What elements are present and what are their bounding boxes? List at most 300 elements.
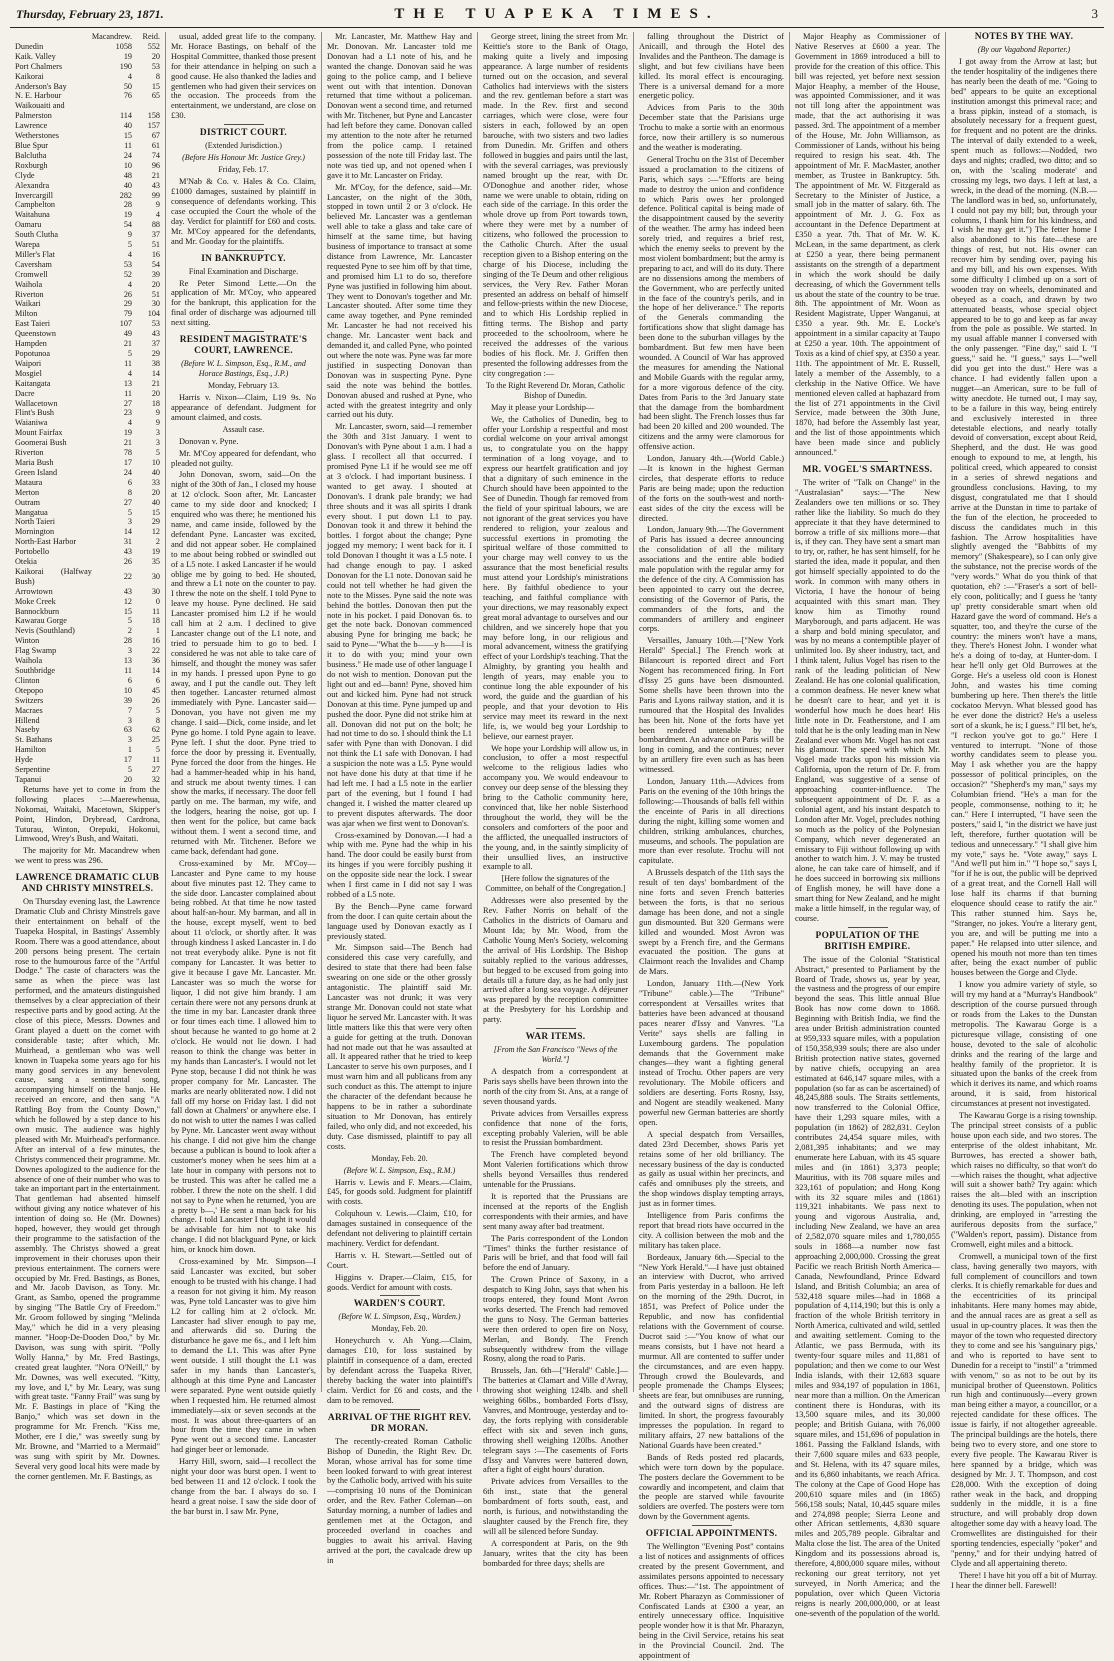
article-paragraph: Bands of Reds posted red placards, which were torn down by the populace. The posters declare the Government to be cowardly and incompetent, and claim that the people are starved while favourite soldiers are overfed. The posters were torn down by the Government agents. xyxy=(639,1452,784,1522)
article-heading: RESIDENT MAGISTRATE'S COURT, LAWRENCE. xyxy=(179,335,308,357)
macandrew-votes-cell: 4 xyxy=(127,71,132,81)
table-row xyxy=(15,240,160,250)
macandrew-votes-cell: 5 xyxy=(127,507,132,517)
macandrew-votes-cell: 6 xyxy=(127,675,132,685)
divider xyxy=(380,1295,420,1296)
place-cell: Maria Bush xyxy=(15,457,54,467)
table-row xyxy=(15,389,160,399)
article-paragraph: A Brussels despatch of the 11th says the result of ten days' bombardment of the nine forts and seven French batteries between the forts, is that no serious damage has been done, and not a single gun dismounted. But 320 Germans were killed and wounded. Most Avron was swept by a French fire, and the Germans evacuated the position. The guns at Clairmont reach the Invalides and Champ de Mars. xyxy=(639,868,784,977)
place-cell: Wallacetown xyxy=(15,398,58,408)
article-paragraph: I know you admire variety of style, so will try my hand at a "Murray's Handbook" description of the course pursued through or roads from the Lakes to the Dunstan metropolis. The Kawarau Gorge is a picturesque village, consisting of one house, devoted to the sale of alcoholic drinks and the rearing of the large and healthy family of the proprietor. It is situated upon the banks of the creek from which it derives its name, and which roams around, it is said, from historical circumstances at present not investigated. xyxy=(951,980,1097,1109)
table-row xyxy=(15,191,160,201)
article-paragraph: Addresses were also presented by the Rev. Father Norris on behalf of the Catholics in the districts of Oamaru and Mount Ida; by Mr. Wood, from the Catholic Young Men's Society, welcoming the arrival of His Lordship. The Bishop suitably replied to the various addresses, but begged to be excused from going into details till a future day, as he had only just arrived after a long sea voyage. A déjeuner was prepared by the reception committee at the Presbytery for his Lordship and party. xyxy=(483,896,628,1025)
macandrew-votes-cell: 5 xyxy=(127,616,132,626)
reid-votes-cell: 21 xyxy=(151,378,160,388)
table-row xyxy=(15,607,160,617)
macandrew-votes-cell: 27 xyxy=(123,398,132,408)
article-paragraph: Mr. M'Coy, for the defence, said—Mr. Lancaster, on the night of the 30th, stopped in town until 2 or 3 o'clock. He believed Mr. Lancaster was a gentleman well able to take a glass and take care of himself at the same time, but having business of importance to transact at some distance from Lawrence, Mr. Lancaster requested Pyne to see him off by that time, and promised him L1 to do so, therefore Pyne was justified in following him about. They went to Donovan's together and Mr. Lancaster shouted. After some time they came away together, and Pyne reminded Mr. Lancaster he had not received his change. Mr. Lancaster went back and demanded it, and called Pyne, who pointed out where the note was. Pyne was far more justified in suspecting Donovan than Donovan was in suspecting Pyne. Pyne said the note was behind the bottles. Donovan abused and rushed at Pyne, who acted with the greatest integrity and only carried out his duty. xyxy=(327,182,472,420)
column-3 xyxy=(322,32,478,1565)
place-cell: Otekia xyxy=(15,557,37,567)
macandrew-votes-cell: 43 xyxy=(123,547,132,557)
macandrew-votes-cell: 13 xyxy=(123,656,132,666)
article-heading: NOTES BY THE WAY. xyxy=(974,32,1074,42)
reid-votes-cell: 10 xyxy=(151,457,160,467)
place-cell: South Clutha xyxy=(15,230,58,240)
table-row xyxy=(15,725,160,735)
macandrew-votes-cell: 22 xyxy=(123,571,132,581)
place-cell: Clinton xyxy=(15,675,40,685)
place-cell: Balclutha xyxy=(15,150,47,160)
place-cell: Waipori xyxy=(15,358,42,368)
reid-votes-cell: 30 xyxy=(151,571,160,581)
macandrew-votes-cell: 5 xyxy=(127,765,132,775)
article-paragraph: Harris v. H. Stewart.—Settled out of Court. xyxy=(327,1250,472,1270)
macandrew-votes-cell: 26 xyxy=(123,557,132,567)
article-heading: DISTRICT COURT. xyxy=(199,128,288,139)
article-paragraph: Mr. Lancaster, Mr. Matthew Hay and Mr. Donovan. Mr. Lancaster told me Donovan had a L1 note of his, and he wanted the change. Donovan said he was going to the police camp, and I believe went out with that intention. Donovan returned that time without a policeman. Donovan went a second time, and returned with Mr. Titchener, but Pyne and Lancaster had left before they came. Donovan called my attention to the note after he returned from the police camp. I retained possession of the note till Friday last. The note was tied up, and not opened when I gave it to Mr. Lancaster on Friday. xyxy=(327,32,472,180)
macandrew-votes-cell: 9 xyxy=(127,230,132,240)
divider xyxy=(380,1409,420,1410)
table-row xyxy=(15,62,160,72)
place-cell: Goomerai Bush xyxy=(15,438,67,448)
table-row xyxy=(15,765,160,775)
article-paragraph: Intelligence from Paris confirms the report that bread riots have occurred in the city. A collision between the mob and the military has taken place. xyxy=(639,1211,784,1250)
article-paragraph: Mr. Lancaster, sworn, said—I remember the 30th and 31st January. I went to Donovan's with Pyne about 1 a.m. I had a glass. I recollect all that occurred. I promised Pyne L1 if he would see me off at 3 o'clock. I had important business. I wanted to get away. I shouted at Donovan's. I drank pale brandy; we had three shouts and it was all spirits I drank every shout. I put down L1 to pay. Donovan took it and threw it behind the bottles. I forgot about the change; Pyne jogged my memory; I went back for it. I told Donovan I thought it was a L5 note. I had change enough to pay. I asked Donovan for the L1 note. Donovan said he could not tell whether he had given the note to the Misses. Pyne said the note was behind the bottles. Donovan then put the note in his pocket. I paid Donovan 6s. to get the note back. Donovan commenced abusing Pyne for bringing me back; he said to Pyne—"What the b——y h——l is it to do with you; mind your own business." He made use of other language I do not wish to mention. Donovan put the light out and ed—bann! Pyne, shoved him out and kicked him. Pyne had not struck Donovan at this time. Pyne jumped up and pushed the door. Pyne did not strike him at all. Donovan did not put on the bolt; he had not time to do so. I should think the L1 safer with Pyne than with Donovan. I did not think the L1 safe with Donovan. I had a suspicion the note was a L5. Pyne would not have done his duty at that time if he had left me. I had a L5 note in the earlier part of the evening, but I found I had changed it. I wished the matter cleared up to prevent disputes afterwards. The door was ajar when we first went to Donovan's. xyxy=(327,422,472,828)
article-paragraph: The Wellington "Evening Post" contains a list of notices and assignments of offices created by the present Government, and assimilates persons appointed to necessary offices. Thus:—"1st. The appointment of Mr. Robert Pharazyn as Commissioner of Confiscated Lands at £300 a year, an entirely unnecessary office. Inquisitive people wonder how it is that Mr. Pharazyn, being in the Civil Service, retains his seat in the Provincial Council. 2nd. The appointment of xyxy=(639,1542,784,1661)
table-row xyxy=(15,111,160,121)
macandrew-votes-cell: 4 xyxy=(127,249,132,259)
table-row xyxy=(15,309,160,319)
article-paragraph: Advices from Paris to the 30th December state that the Parisians urge Trochu to make a sortie with an enormous force, now their artillery is so numerous and the weather is moderating. xyxy=(639,103,784,152)
reid-votes-cell: 27 xyxy=(151,765,160,775)
table-row xyxy=(15,597,160,607)
reid-votes-cell: 3 xyxy=(155,438,160,448)
place-cell: Kaitangata xyxy=(15,378,51,388)
column-6 xyxy=(790,32,946,1618)
table-row xyxy=(15,428,160,438)
macandrew-votes-cell: 24 xyxy=(123,467,132,477)
reid-votes-cell: 43 xyxy=(151,329,160,339)
place-cell: Mornington xyxy=(15,527,55,537)
macandrew-votes-cell: 10 xyxy=(123,160,132,170)
macandrew-votes-cell: 21 xyxy=(123,339,132,349)
place-cell: Waihola xyxy=(15,656,43,666)
macandrew-votes-cell: 12 xyxy=(123,596,132,606)
article-paragraph: I got away from the Arrow at last; but the tender hospitality of the indigenes there has nearly been the death of me. "Going to bed" appears to be quite an exceptional institution amongst this primeval race; and a brass pipkin, instead of a stomach, is absolutely necessary for a frequent guest, for frequent and no potent are the drinks. The interval of daily extended to a week, spent much as follows:—Nodded, two days and nights; cradled, two ditto; and so on, with the 'scaling moderate' and crossing my legs, two days. I left at last, a wreck, in the dead of the morning. (N.B.—The landlord was in bed, so, unfortunately, I could not pay my bill; but, through your columns, I thank him for his kindness, and I wish he may get it.") The fetter home I also abandoned to his fate—these are things of rest, but not. His owner can recover him by sending over, paying his and my bill, and his own expenses. With some difficulty I climbed up on a sort of wooden tray on wheels, denominated and obeyed as a coach, and drawn by two attenuated beasts, whose special object appeared to be to go and keep as far away from the pole as possible. We started. In my usual affable manner I conversed with the only passenger. "Fine day," said I. "I guess," said he. "I guess," says I—"well did you get into the dust." Here was a chance. I had evidently fallen upon a nugget—an American, sure to be full of witty anecdote. He turned out, I may say, to be a failure in this way, being entirely and exclusively interested in three detestable elections, and nearly totally devoid of conversation, except about Reid, Shepherd, and the dust. He was good enough to expound to me, at length, his political creed, which appeared to consist in a series of shrewd negations and groundless conclusions. Having, to my disgust, congratulated me that I should arrive at the Dunstan in time to partake of the fun of the election, he proceeded to discuss the candidates much in this fashion. The Arrow hospitalities have slightly avenged the "Babbitts of my memory" (Shakespeare), so I can only give the substance, not the precise words of the "very words." What do you think of that quotation, eh? :—"Fraser's a sort of bell-ely coon, politically; and I guess he 'tanty up' pretty considerable smart when old Hazard gave the word of command. He's a squatter, too, and they're the curse of the country: the miners won't have a mans, they. There's Honest John. I wonder what he's a doing of to-day, at Hunter-dom. I hear he'll only get Old Burrowes at the Gorge. He's a useless old coon is Honest John, and wastes his time coming bumbering up here. Then there's the little cockatoo Mervyn. What blessed good has he ever done the district? He's a useless sort of a skunk, he is; I guess." I'll bet, he's, "I reckon you've got to go." Here I ventured to interrupt. "None of those worthy candidates seem to please you. May I ask whether you are the happy possessor of political principles, on the occasion?" "Shepherd's my man," says my Columbian friend. "He's a man for the people, commonsense, nothing to it; he can." Here I interrupted, "I have seen the posters," said I, "in the district we have just left, therefore, further quotation will be tedious and unnecessary." "I shall give him my vote," says he. "Vote away," says I. "And we'll put him in." "I hope so," says I, "for if he is out, the public will be deprived of a great treat, and the Cornell Hall will lose half its charms if that burning eloquence should cease to ratify the air." This rather stunned him. Says he, "Stranger, no jokes. You're a literary gent, you are, and will be putting me into a paper." He relapsed into utter silence, and opened his mouth not more than ten times after, being the exact number of public houses between the Gorge and Clyde. xyxy=(951,57,1097,978)
macandrew-votes-cell: 1 xyxy=(127,745,132,755)
reid-votes-cell: 53 xyxy=(151,61,160,71)
table-row xyxy=(15,616,160,626)
article-paragraph: Harris v. Lewis and F. Mears.—Claim, £45, for goods sold. Judgment for plaintiff with costs. xyxy=(327,1177,472,1207)
place-cell: Riverton xyxy=(15,448,44,458)
reid-votes-cell: 3 xyxy=(155,428,160,438)
table-header: Reid. xyxy=(142,32,160,41)
macandrew-votes-cell: 6 xyxy=(127,477,132,487)
columns xyxy=(10,32,1104,1661)
place-cell: Lawrence xyxy=(15,121,48,131)
macandrew-votes-cell: 39 xyxy=(123,695,132,705)
macandrew-votes-cell: 40 xyxy=(123,180,132,190)
table-row xyxy=(15,438,160,448)
table-row xyxy=(15,418,160,428)
article-paragraph: Brussels, Jan. 6th—["Herald" Cable.]—The batteries at Clamart and Ville d'Avray, throwing shot weighing 124lb. and shell weighing 66lbs., bombarded Forts d'Issy, Vanvres, and Montrouge, yesterday and to-day, the forts replying with considerable effect with six and seven inch guns, throwing shell weighing 120lbs. Another telegram says :—The casements of Forts d'Issy and Vanvres were battered down, after a fight of eight hours' duration. xyxy=(483,1366,628,1475)
divider xyxy=(224,250,264,251)
macandrew-votes-cell: 76 xyxy=(123,91,132,101)
place-cell: Flint's Bush xyxy=(15,408,55,418)
reid-votes-cell: 30 xyxy=(151,586,160,596)
macandrew-votes-cell: 63 xyxy=(123,725,132,735)
macandrew-votes-cell: 23 xyxy=(123,408,132,418)
table-row xyxy=(15,329,160,339)
article-paragraph: We hope your Lordship will allow us, in conclusion, to offer a most respectful welcome to the religious ladies who accompany you. We would endeavour to convey our deep sense of the blessing they bring to the Catholic community here, convinced that, like her noble Sisterhood throughout the world, they will be the consolers and comforters of the poor and the afflicted, the unequalled instructors of the young, and, in the saintly simplicity of their unsullied lives, an instructive example to all. xyxy=(483,743,628,872)
table-row xyxy=(15,646,160,656)
table-row xyxy=(15,468,160,478)
place-cell: Hyde xyxy=(15,755,33,765)
reid-votes-cell: 26 xyxy=(151,695,160,705)
reid-votes-cell: 37 xyxy=(151,230,160,240)
macandrew-votes-cell: 28 xyxy=(123,636,132,646)
reid-votes-cell: 25 xyxy=(151,735,160,745)
article-paragraph: A despatch from a correspondent at Paris says shells have been thrown into the north of the city from St. Ans, at a range of seven thousand yards. xyxy=(483,1067,628,1106)
place-cell: Blue Spur xyxy=(15,140,48,150)
macandrew-votes-cell: 20 xyxy=(123,774,132,784)
article-subheading: (Extended Jurisdiction.) xyxy=(205,141,282,151)
reid-votes-cell: 8 xyxy=(155,715,160,725)
reid-votes-cell: 5 xyxy=(155,448,160,458)
article-paragraph: By the Bench—Pyne came forward from the door. I can quite certain about the language used by Donovan exactly as I previously stated. xyxy=(327,901,472,941)
macandrew-votes-cell: 3 xyxy=(127,646,132,656)
table-row xyxy=(15,775,160,785)
table-row xyxy=(15,52,160,62)
place-cell: Hamilton xyxy=(15,745,46,755)
article-paragraph: The French have completed beyond Mont Valerien fortifications which throw shells beyond Versailles thus rendered untenable for the Prussians. xyxy=(483,1150,628,1190)
reid-votes-cell: 15 xyxy=(151,507,160,517)
table-row xyxy=(15,181,160,191)
place-cell: Mount Fairfax xyxy=(15,428,63,438)
table-row xyxy=(15,121,160,131)
macandrew-votes-cell: 19 xyxy=(123,428,132,438)
place-cell: Cromwell xyxy=(15,269,48,279)
article-subheading: (Before His Honour Mr. Justice Grey.) xyxy=(182,153,305,163)
article-paragraph: The writer of "Talk on Change" in the "Australasian" says:—"The New Zealanders owe ten millions or so. They rather like the liability. So much do they appreciate it that they have determined to borrow a trifle of six millions more—that is, if they can. They have sent a smart man to try, or, rather, he has sent himself, for he started the idea, made it popular, and then got himself specially appointed to do the work. In common with many others in Victoria, I have the honour of being acquainted with this smart man. They know him as Timothy round Maryborough, and parts adjacent. He was a sharp and bold mining speculator, and was by no means a contemptible player of unlimited loo. By sheer industry, tact, and I think talent, Julius Vogel has risen to the rank of the leading politician of New Zealand. He has one colonial qualification, a common deafness. He never knew what he doesn't care to hear, and yet it is wonderful how much he does hear! His little note in Dr. Featherstone, and I am told that he is the only leading man in New Zealand ever whom Mr. Vogel has not cast his glamour. The speed with which Mr. Vogel made tracks upon his mission via California, upon the return of Dr. F. from England, was suggestive of a sense of approaching counter-influence. The subsequent appointment of Dr. F. as a colonial agent, and his instant despatch to London after Mr. Vogel, precludes nothing so much as the policy of the Polynesian Company, which never degenerated an emissary to Fiji without following up with another to watch him. J. V. may be trusted alone, he can take care of himself, and if he does succeed in borrowing six millions of English money, he will have done a smart thing for New Zealand, and he might make a little himself, in the regular way, of course. xyxy=(795,477,940,923)
reid-votes-cell: 12 xyxy=(151,527,160,537)
macandrew-votes-cell: 3 xyxy=(127,715,132,725)
macandrew-votes-cell: 14 xyxy=(123,527,132,537)
reid-votes-cell: 20 xyxy=(151,51,160,61)
reid-votes-cell: 19 xyxy=(151,547,160,557)
reid-votes-cell: 20 xyxy=(151,487,160,497)
article-paragraph: Donovan v. Pyne. xyxy=(179,436,239,446)
table-row xyxy=(15,537,160,547)
reid-votes-cell: 11 xyxy=(152,755,160,765)
macandrew-votes-cell: 2 xyxy=(127,626,132,636)
article-subheading: (Before W. L. Simpson, Esq., R.M.) xyxy=(343,1165,456,1175)
place-cell: Warepa xyxy=(15,240,40,250)
table-row xyxy=(15,91,160,101)
article-paragraph: usual, added great life to the company. Mr. Horace Bastings, on behalf of the Hospital Committee, thanked those present for their attendance in helping on such a good cause. He also thanked the ladies and gentlemen who had given their services on the occasion. The proceeds from the entertainment, we understand, are close on £30. xyxy=(171,32,316,121)
place-cell: Nevis (Southland) xyxy=(15,626,75,636)
place-cell: Dacre xyxy=(15,388,35,398)
place-cell: Tapanui xyxy=(15,774,42,784)
macandrew-votes-cell: 27 xyxy=(123,497,132,507)
place-cell: N. E. Harbour xyxy=(15,91,62,101)
macandrew-votes-cell xyxy=(92,101,132,111)
reid-votes-cell: 51 xyxy=(151,289,160,299)
place-cell: Serpentine xyxy=(15,765,51,775)
article-paragraph: On Thursday evening last, the Lawrence Dramatic Club and Christy Minstrels gave their entertainment on behalf of the Tuapeka Hospital, in Bastings' Assembly Room. There was a good attendance, about 200 persons being present. The certain rose to the humourous farce of the "Artful Dodge." The caste of characters was the same as when the piece was last performed, and the amateurs distinguished themselves by a clear appreciation of their respective parts and by good acting. At the close of this piece, Messrs. Downes and Grant played a duett on the cornet with considerable taste; after which, Mr. Muirhead, a gentleman who was well known in Tuapeka some years ago for his many good services in any benevolent cause, sang a sentimental song, accompanying himself on the banjo. He received an encore, and then sang "A Rattling Boy from the County Down," which he followed by a step dance to his own music. The audience was highly pleased with Mr. Muirhead's performance. After an interval of a few minutes, the Christys commenced their programme. Mr. Downes apologized to the audience for the absence of one of their number who was to take an important part in the entertainment. That gentleman had absented himself without giving any notice whatever of his intention of doing so. He (Mr. Downes) hoped, however, they would get through their programme to the satisfaction of the assembly. The Christys showed a great improvement in their choruses upon their previous entertainment. The corners were occupied by Mr. Fred. Bastings, as Bones, and Mr. Jacob Davison, as Tony. Mr. Grant, as Sambo, opened the programme by singing "The Battle Cry of Freedom." Mr. Groom followed by singing "Melinda May," which he did in a very pleasing manner. "Hoop-De-Dooden Doo," by Mr. Davison, was sung with spirit. "Polly Wolly Hanna," by Mr. Fred Bastings, created great laughter. "Nora O'Neill," by Mr. Downes, was well executed. "Kitty, my love, and I," by Mr. Leary, was sung with great taste. "Fanny Frail" was sung by Mr. F. Bastings in place of "King the Banjo," which was set down in the programme for Mr. French. "Kiss me, Mother, ere I die," was sweetly sung by Mr. Browne, and "Married to a Mermaid" was sung with spirit by Mr. Downes. Several very good local hits were made by the corner gentlemen. Mr. F. Bastings, as xyxy=(15,897,160,1481)
article-subheading: Final Examination and Discharge. xyxy=(188,266,299,276)
macandrew-votes-cell: 5 xyxy=(127,349,132,358)
reid-votes-cell: 18 xyxy=(151,398,160,408)
place-cell: Waihola xyxy=(15,279,43,289)
macandrew-votes-cell: 11 xyxy=(124,388,132,398)
table-row xyxy=(15,527,160,537)
table-row xyxy=(15,290,160,300)
place-cell: Kawarau Gorge xyxy=(15,616,67,626)
article-date: Friday, Feb. 17. xyxy=(218,165,269,175)
article-paragraph: Cross-examined by Donovan.—I had a whip with me. Pyne had the whip in his hand. The door could be easily burst from its hinges if you were forcibly pushing it on the opposite side near the lock. I swear when I first came in I did not say I was robbed of a L5 note. xyxy=(327,830,472,899)
place-cell: Hampden xyxy=(15,339,47,349)
table-row xyxy=(15,716,160,726)
place-cell: St. Bathans xyxy=(15,735,53,745)
article-paragraph: Private advices from Versailles express confidence that none of the forts, excepting probably Valerien, will be able to resist the Prussian bombardment. xyxy=(483,1108,628,1148)
place-cell: Port Chalmers xyxy=(15,61,63,71)
macandrew-votes-cell: 28 xyxy=(123,200,132,210)
macandrew-votes-cell: 11 xyxy=(124,666,132,675)
table-row xyxy=(15,666,160,676)
place-cell: Mangatua xyxy=(15,507,48,517)
table-row xyxy=(15,82,160,92)
table-row xyxy=(15,210,160,220)
place-cell: Naseby xyxy=(15,725,40,735)
place-cell: Clyde xyxy=(15,170,35,180)
macandrew-votes-cell: 3 xyxy=(127,517,132,527)
table-row xyxy=(15,200,160,210)
table-row xyxy=(15,458,160,468)
reid-votes-cell: 158 xyxy=(147,111,160,121)
reid-votes-cell: 54 xyxy=(151,259,160,269)
reid-votes-cell: 5 xyxy=(155,745,160,755)
table-row xyxy=(15,557,160,567)
divider xyxy=(848,927,888,928)
reid-votes-cell: 67 xyxy=(151,131,160,141)
newspaper-title: THE TUAPEKA TIMES. xyxy=(394,6,720,22)
macandrew-votes-cell: 13 xyxy=(123,378,132,388)
table-row xyxy=(15,408,160,418)
place-cell: Merton xyxy=(15,487,40,497)
reid-votes-cell: 0 xyxy=(155,596,160,606)
table-row xyxy=(15,230,160,240)
place-cell: Dunedin xyxy=(15,41,44,51)
reid-votes-cell: 6 xyxy=(155,675,160,685)
table-row xyxy=(15,141,160,151)
macandrew-votes-cell: 15 xyxy=(123,606,132,616)
table-row xyxy=(15,636,160,646)
place-cell: North-East Harbor xyxy=(15,537,77,547)
reid-votes-cell: 35 xyxy=(151,557,160,567)
table-row xyxy=(15,755,160,765)
macandrew-votes-cell: 282 xyxy=(119,190,132,200)
place-cell: Alexandra xyxy=(15,180,50,190)
article-date: Monday, February 13. xyxy=(207,381,280,391)
table-row xyxy=(15,735,160,745)
place-cell: Bannockburn xyxy=(15,606,60,616)
table-row xyxy=(15,220,160,230)
reid-votes-cell: 65 xyxy=(151,91,160,101)
place-cell: Switzers xyxy=(15,695,44,705)
table-row xyxy=(15,547,160,557)
place-cell: Caversham xyxy=(15,259,52,269)
table-row xyxy=(15,171,160,181)
table-row xyxy=(15,260,160,270)
macandrew-votes-cell: 114 xyxy=(120,111,132,121)
article-heading: ARRIVAL OF THE RIGHT REV. DR MORAN. xyxy=(327,1412,472,1434)
table-row xyxy=(15,359,160,369)
reid-votes-cell: 15 xyxy=(151,81,160,91)
table-row xyxy=(15,369,160,379)
place-cell: Anderson's Bay xyxy=(15,81,67,91)
table-row xyxy=(15,508,160,518)
reid-votes-cell: 20 xyxy=(151,279,160,289)
reid-votes-cell: 9 xyxy=(155,418,160,428)
reid-votes-cell: 51 xyxy=(151,240,160,250)
reid-votes-cell: 104 xyxy=(147,309,160,319)
table-row xyxy=(15,349,160,359)
table-row xyxy=(15,745,160,755)
article-paragraph: Colquhoun v. Lewis.—Claim, £10, for damages sustained in consequence of the defendant not delivering to plaintiff certain machinery. Verdict for defendant. xyxy=(327,1209,472,1248)
article-paragraph: John Donovan, sworn, said—On the night of the 30th of Jan., I closed my house at 12 o'clock. Soon after, Mr. Lancaster came to my side door and knocked; I enquired who was there; he mentioned his name, and came inside, followed by the defendant Pyne. Lancaster was excited, and did not appear sober. He complained to me about being robbed or swindled out of a L5 note. I asked Lancaster if he would oblige me by going to bed. He shouted, and threw a L1 note on the counter to pay. I threw the note on the shelf. I told Pyne to leave my house. Pyne declined. He said Lancaster promised him L2 if he would call him at 2 a.m. I declined to give Lancaster change out of the L1 note, and tried to persuade him to go to bed. I considered he was not able to take care of himself, and thought the money was safer in my hands. I pressed upon Pyne to go away, and I put the candle out. They left then together. Lancaster returned almost immediately with Pyne. Lancaster said—Donovan, you have not given me my change. I said—Dick, come inside, and let Pyne go home. I told Pyne again to leave. Pyne left. I shut the door. Pyne tried to force the door by pressing it. Eventually, Pyne forced the door from the hinges. He had a hammer-headed whip in his hand, and struck me about twenty times. I can show the marks, if necessary. The door fell partly on me. The barman, my wife, and the lodgers, hearing the noise, got up. I then went for the police, but came back without them. I went a second time, and returned with Mr. Titchener. Before we came back, defendant had gone. xyxy=(171,470,316,856)
article-paragraph: It is reported that the Prussians are incensed at the reports of the English correspondents with their armies, and have sent many away after bad treatment. xyxy=(483,1191,628,1231)
table-row xyxy=(15,151,160,161)
macandrew-votes-cell: 31 xyxy=(123,537,132,547)
reid-votes-cell: 88 xyxy=(151,220,160,230)
table-row xyxy=(15,379,160,389)
place-cell: Roxburgh xyxy=(15,160,48,170)
article-heading: WARDEN'S COURT. xyxy=(353,1299,446,1310)
article-paragraph: There! I have hit you off a bit of Murray. I hear the dinner bell. Farewell! xyxy=(951,1570,1097,1590)
article-heading: POPULATION OF THE BRITISH EMPIRE. xyxy=(815,930,920,952)
reid-votes-cell: 21 xyxy=(151,170,160,180)
place-cell: Hillend xyxy=(15,715,40,725)
article-paragraph: Private advices from Versailles to the 6th inst., state that the general bombardment of forts south, east, and north, is furious, and notwithstanding the slaughter caused by the French fire, they will all be silenced before Sunday. xyxy=(483,1477,628,1536)
article-paragraph: General Trochu on the 31st of December issued a proclamation to the citizens of Paris, which says :—"Efforts are being made to destroy the union and confidence to which Paris owes her prolonged defence. Political capital is being made of the disappointment caused by the severity of the weather. The army has indeed been sorely tried, and requires a brief rest, which the enemy seeks to prevent by the most violent bombardment; but the army is preparing to act, and will do its duty. There are no dissensions among the members of the Government, who are perfectly united in the face of the country's perils, and in the hope of her deliverance." The reports of the Generals commanding the fortifications show that slight damage has been done to the suburban villages by the bombardment. But few men have been wounded. A Council of War has approved the measures for amending the National and Mobile Guards with the regular army, for a more vigorous defence of the city. Dates from Paris to the 3rd January state that the damage from the bombardment had been slight. The French losses thus far had been 20 killed and 200 wounded. The citizens and the army were clamorous for offensive action. xyxy=(639,154,784,452)
reid-votes-cell: 36 xyxy=(151,656,160,666)
article-paragraph: Harris v. Nixon—Claim, L19 9s. No appearance of defendant. Judgment for amount claimed, and costs. xyxy=(171,393,316,422)
table-row xyxy=(15,656,160,666)
table-row xyxy=(15,131,160,141)
reid-votes-cell: 43 xyxy=(151,180,160,190)
macandrew-votes-cell: 5 xyxy=(127,240,132,250)
macandrew-votes-cell: 10 xyxy=(123,685,132,695)
place-cell: Waikari xyxy=(15,299,41,309)
macandrew-votes-cell: 50 xyxy=(123,81,132,91)
reid-votes-cell: 11 xyxy=(152,606,160,616)
place-cell: Milton xyxy=(15,309,38,319)
reid-votes-cell: 2 xyxy=(155,537,160,547)
table-row xyxy=(15,399,160,409)
article-paragraph: The Kawarau Gorge is a rising township. The principal street consists of a public house upon each side, and two stores. The enterprise of the oldest inhabitant, Mr. Burrowes, has erected a shower bath, which raises no difficulty, so that won't do—which raises the thought, what adjective will suit a shower bath? Try again: which raises the alt—bled with an inscription denoting its uses. The population, when not drinking, are employed in "arresting the auriferous deposits from the surface," ("Walden's report, passim). Distance from Cromwell, eight miles and a bittock. xyxy=(951,1111,1097,1249)
macandrew-votes-cell: 17 xyxy=(123,457,132,467)
macandrew-votes-cell: 7 xyxy=(127,705,132,715)
reid-votes-cell: 29 xyxy=(151,349,160,358)
election-returns-table xyxy=(15,32,160,785)
article-paragraph: Mr. M'Coy appeared for defendant, who pleaded not guilty. xyxy=(171,448,316,468)
place-cell: Waianiwa xyxy=(15,418,48,428)
place-cell: Campbelton xyxy=(15,200,56,210)
article-heading: IN BANKRUPTCY. xyxy=(201,253,286,264)
article-paragraph: A special despatch from Versailles, dated 23rd December, shows Paris yet retains some of her old brilliancy. The necessary business of the day is conducted as gaily as usual within her precincts, and cafés and omnibuses ply the streets, and the shop windows display tempting arrays, just as in former times. xyxy=(639,1129,784,1209)
article-paragraph: Versailles, January 10th.—["New York Herald" Special.] The French work at Bilancourt is reported direct and Fort Nogent has recommenced firing. In Fort d'Issy 25 guns have been dismounted. Some shells have been thrown into the Paris and Lyons railway station, and it is rumoured that the Hospital des Invalides has been hit. None of the forts have yet been rendered untenable by the bombardment. An advance on Paris will be long in coming, and the continues; never by an artillery fire even such as has been witnessed. xyxy=(639,636,784,775)
reid-votes-cell: 22 xyxy=(151,646,160,656)
article-paragraph: The issue of the Colonial "Statistical Abstract," presented to Parliament by the Board of Trade, shows us, year by year, the vastness and the progress of our empire beyond the seas. This little annual Blue Book has now come down to 1868. Beginning with British India, we find the area under British administration counted at 959,333 square miles, with a population of 150,358,939 souls; there are also under British protection native states, governed by native chiefs, occupying an area estimated at 646,147 square miles, with a population (so far as can be ascertained) of 48,245,888 souls. The Straits settlements, now transferred to the Colonial Office, have their 1,293 square miles, with a population (in 1862) of 282,831. Ceylon contributes 24,454 square miles, with 2,081,395 inhabitants; and we may enumerate here Labuan, with its 45 square miles and (in 1861) 3,373 people; Mauritius, with its 708 square miles and 323,161 of population; and Hong Kong with its 32 square miles and (1861) 119,321 inhabitants. We pass next to young and vigorous Australia, and, including New Zealand, we have an area of 2,582,070 square miles and 1,780,055 souls in 1868—a number now fast approaching 2,000,000. Crossing the great Pacific we reach British North America—Canada, Newfoundland, Prince Edward Island, and British Columbia; an area of 532,418 square miles—had in 1868 a population of 4,114,190; but this is only a fraction of the whole British territory in North America, cultivated and wild, settled and awaiting settlement. Coming to the Atlantic, we pass Bermuda, with its twenty-four square miles and 11,881 of population; and then we come to our West India islands, with their 12,683 square miles and 934,197 of population in 1861, near more than a million. On the American continent there is Honduras, with its 13,500 square miles, and its 30,000 people; and British Guiana, with 76,000 square miles, and 151,696 of population in 1861. Passing the Falkland Islands, with their 7,600 square miles and 633 people, and St. Helena, with its 47 square miles, and its 6,860 inhabitants, we reach Africa. The colony at the Cape of Good Hope has 200,610 square miles and (in 1865) 566,158 souls; Natal, 10,445 square miles and 274,898 people; Sierra Leone and other African settlements, 4,830 square miles and 205,789 people. Gibraltar and Malta close the list. The area of the United Kingdom and its possessions abroad is, therefore, 4,800,000 square miles, without reckoning our great territory, not yet surveyed, in North America; and the population, over which Queen Victoria reigns is nearly 200,000,000, or at least one-seventh of the population of the world. xyxy=(795,954,940,1618)
page-number: 3 xyxy=(1091,6,1098,21)
article-subheading: Assault case. xyxy=(222,424,265,434)
place-cell: Wetherstones xyxy=(15,131,59,141)
place-cell: Riverton xyxy=(15,289,44,299)
macandrew-votes-cell: 21 xyxy=(123,438,132,448)
table-header xyxy=(15,32,92,42)
column-4 xyxy=(478,32,634,1568)
masthead xyxy=(10,6,1104,28)
place-cell: Mataura xyxy=(15,477,43,487)
table-row xyxy=(15,42,160,52)
table-row xyxy=(15,587,160,597)
article-paragraph: Re Peter Simond Lette.—On the application of Mr. M'Coy, who appeared for the bankrupt, this application for the final order of discharge was adjourned till next sitting. xyxy=(171,278,316,328)
article-paragraph: Harry Hill, sworn, said—I recollect the night your door was burst open. I went to bed between 11 and 12 o'clock. I took the change from the bar. I always do so. I heard a great noise. I saw the side door of the bar burst in. I saw Mr. Pyne, xyxy=(171,1457,316,1516)
place-cell: Miller's Flat xyxy=(15,249,55,259)
divider xyxy=(692,1525,732,1526)
reid-votes-cell: 4 xyxy=(155,210,160,220)
article-note: [Here follow the signatures of the Committee, on behalf of the Congregation.] xyxy=(485,874,626,894)
divider xyxy=(68,869,108,870)
table-row xyxy=(15,626,160,636)
reid-votes-cell: 18 xyxy=(151,616,160,626)
table-row xyxy=(15,706,160,716)
reid-votes-cell: 99 xyxy=(151,190,160,200)
place-cell: North Taieri xyxy=(15,517,55,527)
table-row xyxy=(15,101,160,111)
macandrew-votes-cell: 17 xyxy=(123,755,132,765)
macandrew-votes-cell: 79 xyxy=(123,309,132,319)
macandrew-votes-cell: 4 xyxy=(127,368,132,378)
table-row xyxy=(15,280,160,290)
article-paragraph: May it please your Lordship— xyxy=(491,402,595,412)
macandrew-votes-cell: 4 xyxy=(127,418,132,428)
reid-votes-cell: 29 xyxy=(151,517,160,527)
article-paragraph: London, January 11th.—Advices from Paris on the evening of the 10th brings the following:—Thousands of balls fell within the enceinte of Paris in all directions during the night, killing some women and children, striking ambulances, churches, museums, and schools. The population are more than ever resolute. Trochu will not capitulate. xyxy=(639,777,784,866)
divider xyxy=(536,1028,576,1029)
reid-votes-cell: 45 xyxy=(151,685,160,695)
table-header: Macandrew. xyxy=(91,32,132,41)
macandrew-votes-cell: 19 xyxy=(123,210,132,220)
table-row xyxy=(15,299,160,309)
macandrew-votes-cell: 190 xyxy=(119,61,132,71)
article-heading: MR. VOGEL'S SMARTNESS. xyxy=(802,464,933,475)
place-cell: Kaikorai (Halfway Bush) xyxy=(15,566,92,586)
place-cell: Waitahuna xyxy=(15,210,50,220)
article-date: Monday, Feb. 20. xyxy=(371,1324,428,1334)
macandrew-votes-cell: 15 xyxy=(123,131,132,141)
reid-votes-cell: 38 xyxy=(151,358,160,368)
place-cell: Flag Swamp xyxy=(15,646,57,656)
table-row xyxy=(15,567,160,587)
article-subheading: (Before W. L. Simpson, Esq., R.M., and Horace Bastings, Esq., J.P.) xyxy=(181,359,306,379)
article-subheading: [From the San Francisco "News of the World."] xyxy=(493,1045,618,1065)
returns-body xyxy=(15,42,160,785)
table-header-row xyxy=(15,32,160,42)
reid-votes-cell: 61 xyxy=(151,140,160,150)
divider xyxy=(848,461,888,462)
